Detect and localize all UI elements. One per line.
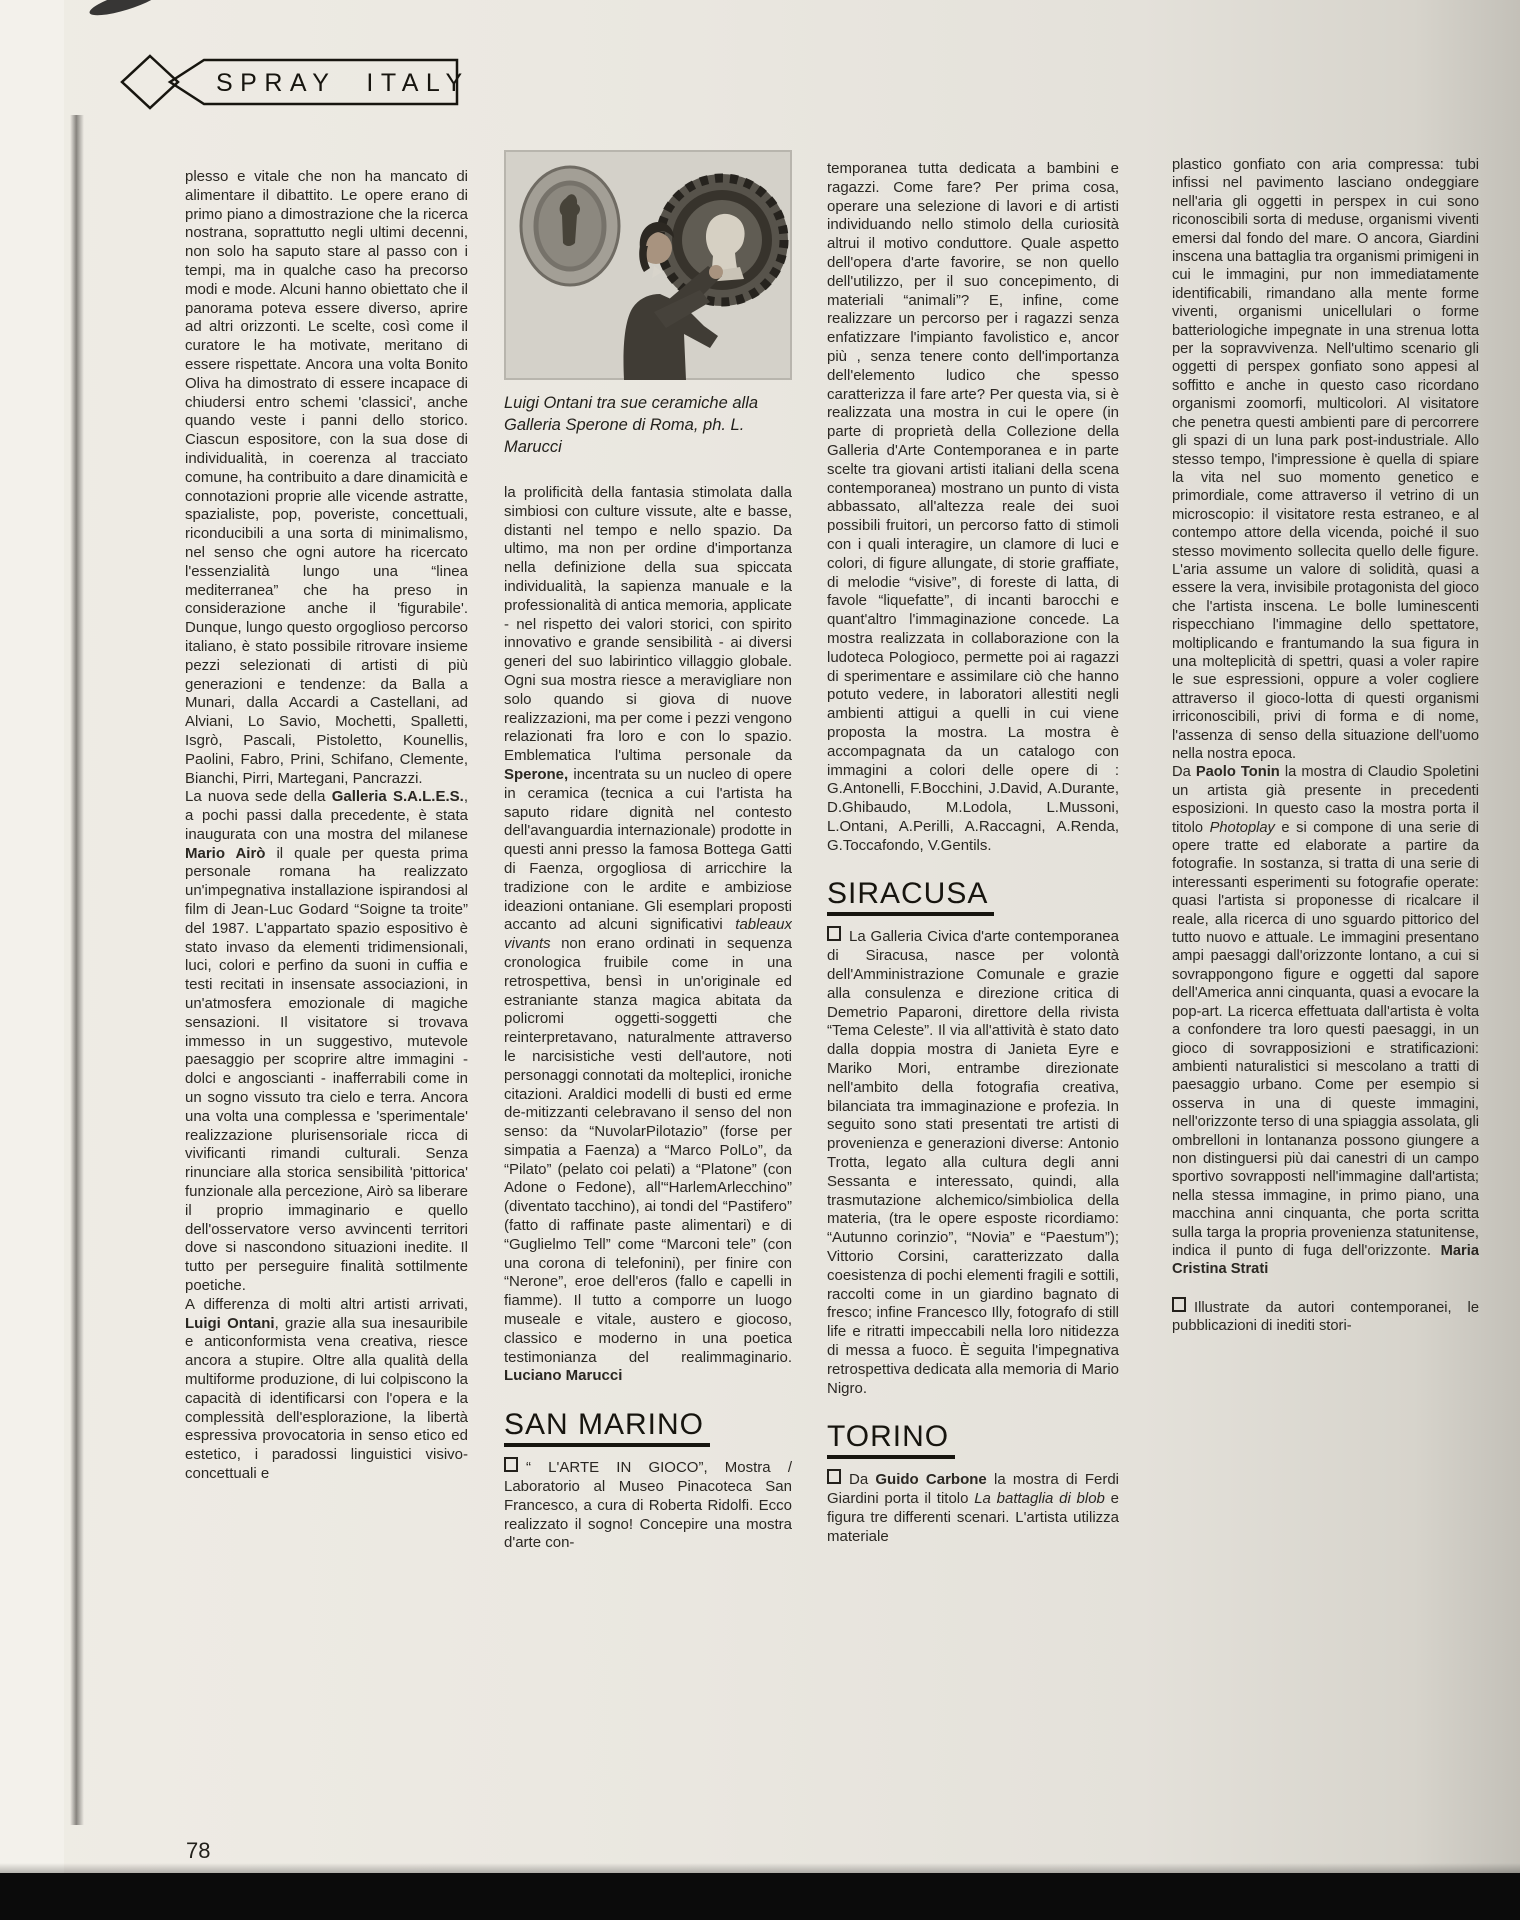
text-segment: la mostra di Ferdi Giardini porta il titolo	[827, 1471, 1119, 1508]
artist-name: Luigi Ontani	[185, 1314, 275, 1332]
page-number: 78	[186, 1838, 211, 1863]
paragraph: plesso e vitale che non ha mancato di alimentare il dibattito. Le opere erano di primo piano a dimostrazione che la ricerca nostrana, soprattutto negli ultimi decenni, non solo ha saputo stare al passo con i tempi, ma in qualche caso ha precorso modi e mode. Alcuni hanno obiettato che il panorama poteva essere diverso, aprire ad altri orizzonti. Le scelte, così come il curatore le ha motivate, meritano di essere rispettate. Ancora una volta Bonito Oliva ha dimostrato di essere incapace di chiudersi entro schemi 'classici', anche quando veste i panni dello storico. Ciascun espositore, con la sua dose di individualità, in coerenza al tracciato comune, ha contribuito a dare dinamicità e connotazioni proprie alle vicende astratte, spazialiste, pop, poveriste, concettuali, riconducibili a una sorta di minimalismo, nel senso che ogni autore ha ricercato l'essenzialità lungo una “linea mediterranea” che ha preso in considerazione anche il 'figurabile'. Dunque, lungo questo orgoglioso percorso italiano, è stato possibile ritrovare insieme pezzi selezionati di artisti di più generazioni e tendenze: da Balla a Munari, dalla Accardi a Castellani, ad Alviani, Lo Savio, Mochetti, Spalletti, Isgrò, Pascali, Pistoletto, Kounellis, Paolini, Fabro, Prini, Schifano, Clemente, Bianchi, Pirri, Martegani, Pancrazzi.	[185, 168, 468, 787]
list-square-icon	[1172, 1297, 1186, 1312]
section-header-siracusa: SIRACUSA	[827, 879, 994, 916]
gallery-name: Sperone,	[504, 765, 569, 783]
text-segment: la prolificità della fantasia stimolata dalla simbiosi con culture vissute, alte e basse, distanti nel tempo e nello spazio. Da ultimo, ma non per ordine d'importanza nella definizione della sua spiccata individualità, la sapienza manuale e la professionalità di antica memoria, applicate - nel rispetto dei valori storici, con spirito innovativo e grande sensibilità - ai diversi generi del suo labirintico villaggio globale. Ogni sua mostra riesce a meravigliare non solo quando si giova di nuove realizzazioni, ma per come i pezzi vengono relazionati fra loro e con lo spazio. Emblematica l'ultima personale da	[504, 484, 792, 765]
work-title: Photoplay	[1209, 819, 1275, 836]
paragraph	[504, 484, 792, 1386]
text-segment: A differenza di molti altri artisti arrivati,	[185, 1295, 468, 1313]
paragraph: temporanea tutta dedicata a bambini e ragazzi. Come fare? Per prima cosa, operare una selezione di lavori e di artisti individuando nello stimolo della curiosità altrui il motivo conduttore. Quale aspetto dell'opera d'arte favorire, se non quello dell'utilizzo, per il suo concepimento, di materiali “animali”? E, infine, come realizzare un percorso per i ragazzi senza enfatizzare l'impianto favolistico e, ancor più , senza tenere conto dell'importanza dell'elemento ludico che spesso caratterizza il fare arte? Per questa via, si è realizzata una mostra in cui le opere (in parte di proprietà della Collezione della Galleria d'Arte Contemporanea e in parte scelte tra giovani artisti italiani della scena contemporanea) mostrano un punto di vista abbassato, all'altezza reale dei suoi possibili fruitori, un percorso fatto di stimoli con i quali interagire, un clamore di luci e colori, di figure allungate, di storie graffiate, di melodie “visive”, di foreste di latta, di favole “liquefatte”, di incanti barocchi e quant'altro l'immaginazione concede. La mostra realizzata in collaborazione con la ludoteca Pologioco, permette poi ai ragazzi di sperimentare e assimilare ciò che hanno potuto vedere, in laboratori allestiti negli ambienti attigui a quelli in cui viene proposta la mostra. La mostra è accompagnata da un catalogo con immagini a colori delle opere di : G.Antonelli, F.Bocchini, J.David, A.Durante, D.Ghibaudo, M.Lodola, L.Mussoni, L.Ontani, A.Perilli, A.Raccagni, A.Renda, G.Toccafondo, V.Gentils.	[827, 160, 1119, 854]
author-byline: Luciano Marucci	[504, 1367, 623, 1385]
list-square-icon	[827, 1469, 841, 1484]
paragraph	[827, 1469, 1119, 1546]
text-segment: Da	[1172, 764, 1196, 781]
article-column-4	[1172, 156, 1479, 1868]
photo-wall-plaque	[521, 167, 619, 285]
section-header-torino: TORINO	[827, 1422, 955, 1459]
paragraph	[1172, 763, 1479, 1278]
paragraph	[827, 926, 1119, 1398]
paragraph: plastico gonfiato con aria compressa: tubi infissi nel pavimento lasciano ondeggiare nell'aria gli oggetti in perspex in cui sono riconoscibili sorta di meduse, organismi viventi emersi dal fondo del mare. O ancora, Giardini inscena una battaglia tra organismi primigeni in cui le immagini, pur non immediatamente identificabili, rimandano alla mente forme viventi, organismi unicellulari o forme batteriologiche impegnate in una strenua lotta per la sopravvivenza. Nell'ultimo scenario gli oggetti di perspex gonfiato sono appesi al soffitto e anche in questo caso ricordano organismi zoomorfi, multicolori. Al visitatore che penetra questi ambienti pare di percorrere gli spazi di un luna park post-industriale. Allo stesso tempo, l'impressione è quella di spiare la vita nel suo momento genetico e primordiale, come attraverso il vetrino di un microscopio: il visitatore resta estraneo, e al contempo attore della vicenda, poiché il suo stesso movimento sollecita quello delle figure. L'aria assume un valore di solidità, quasi a essere la vera, invisibile protagonista del gioco che l'artista inscena. Le bolle luminescenti rispecchiano l'immagine dello spettatore, moltiplicando e frantumando la sua figura in una molteplicità di spettri, quasi a voler rapire le sue espressioni, oppure a voler cogliere attraverso il gioco-lotta di questi organismi irriconoscibili, privi di forma e di nome, l'assenza di senso della situazione dell'uomo nella nostra epoca.	[1172, 157, 1479, 762]
text-segment: non erano ordinati in sequenza cronologica fruibile come in una retrospettiva, bensì in un'originale ed estraniante stanza magica abitata da policromi oggetti-soggetti che reinterpretavano, naturalmente attraverso le narcisistiche vesti dell'autore, noti personaggi connotati da molteplici, ironiche citazioni. Araldici modelli di busti ed erme de-mitizzanti celebravano il senso del non senso: da “NuvolarPilotazio” (forse per simpatia a Faenza) a “Marco PolLo”, da “Pilato” (pelato coi pelati) a “Platone” (con Adone o Fedone), all'“HarlemArlecchino” (diventato tacchino), ai tondi del “Pastifero” (fatto di raffinate paste alimentari) e di “Guglielmo Tell” come “Marconi tele” (con una corona di telefonini), per finire con “Nerone”, eroe dell'eros (fallo e capelli in fiamme). Il tutto a comporre un luogo museale e vitale, austero e giocoso, classico e moderno in una poetica testimonianza del realimmaginario.	[504, 935, 792, 1366]
paragraph	[1172, 1297, 1479, 1336]
article-column-1	[185, 168, 468, 1828]
page-crease-shadow	[70, 115, 84, 1825]
work-title: tableaux vivants	[504, 916, 792, 953]
page-left-margin	[0, 0, 64, 1920]
photo-illustration	[504, 150, 792, 380]
photo-ceramic-tondo	[656, 174, 788, 306]
article-column-2	[504, 150, 792, 1862]
list-square-icon	[504, 1457, 518, 1472]
work-title: La battaglia di blob	[974, 1490, 1105, 1508]
text-segment: Illustrate da autori contemporanei, le pubblicazioni di inediti stori-	[1172, 1299, 1479, 1335]
author-byline: Maria Cristina Strati	[1172, 1242, 1479, 1278]
text-segment: Da	[849, 1471, 876, 1489]
text-segment: , grazie alla sua inesauribile e anticonformista vena creativa, riesce ancora a stupire. Oltre alla qualità della multiforme produzione, di lui colpiscono la capacità di identificarsi con l'opera e la complessità dell'esplorazione, la libertà espressiva provocatoria in senso etico ed estetico, i paradossi linguistici visivo-concettuali e	[185, 1314, 468, 1482]
text-segment: e si compone di una serie di opere tratte ed elaborate a partire da fotografie. In sostanza, si tratta di una serie di interessanti esperimenti su fotografie operate: quasi l'artista si proponesse di ricalcare il reale, alla ricerca di uno sguardo pittorico del tutto nuovo e attuale. Le immagini presentano ampi paesaggi dall'orizzonte lontano, a cui si sovrappongono figure e oggetti dal sapore dell'America anni cinquanta, quasi a evocare la pop-art. La ricerca effettuata dall'artista è volta a confondere tra loro questi paesaggi, in un gioco di sovrapposizioni e stratificazioni: ambienti naturalistici si mescolano a tratti di paesaggio urbano. Come per esempio si osserva in una di queste immagini, nell'orizzonte terso di una spiaggia assolata, gli ombrelloni in lontananza possono giungere a non distinguersi più dai canestri di un campo sportivo sovrapposti nell'immagine dall'artista; nella stessa immagine, in primo piano, una macchina anni cinquanta, che porta scritta sulla targa la propria provenienza statunitense, indica il punto di fuga dell'orizzonte.	[1172, 819, 1479, 1259]
masthead	[112, 50, 464, 114]
gallery-name: Guido Carbone	[875, 1471, 987, 1489]
text-segment: e figura tre differenti scenari. L'artista utilizza materiale	[827, 1490, 1119, 1545]
section-header-san-marino: SAN MARINO	[504, 1410, 710, 1447]
text-segment: incentrata su un nucleo di opere in ceramica (tecnica a cui l'artista ha saputo ridare dignità nel contesto dell'avanguardia internazionale) prodotte in questi anni presso la famosa Bottega Gatti di Faenza, orgogliosa di arricchire la tradizione con le ardite e ambiziose ideazioni ontaniane. Gli esemplari proposti accanto ad alcuni significativi	[504, 765, 792, 934]
paragraph	[504, 1457, 792, 1553]
gallery-name: Galleria S.A.L.E.S.	[331, 788, 464, 806]
scan-smudge	[87, 0, 162, 20]
masthead-title: SPRAY ITALY	[216, 69, 464, 97]
article-photo	[504, 150, 792, 380]
text-segment: La nuova sede della	[185, 788, 332, 806]
text-segment: , a pochi passi dalla precedente, è stata inaugurata con una mostra del milanese	[185, 788, 468, 843]
list-square-icon	[827, 926, 841, 941]
article-column-3	[827, 160, 1119, 1862]
masthead-logo	[112, 50, 464, 114]
artist-name: Mario Airò	[185, 844, 266, 862]
text-segment: la mostra di Claudio Spoletini un artista già presente in precedenti esposizioni. In questo caso la mostra porta il titolo	[1172, 764, 1479, 836]
gallery-name: Paolo Tonin	[1195, 764, 1280, 781]
paragraph	[185, 1296, 468, 1484]
scan-bottom-edge	[0, 1873, 1520, 1920]
photo-caption: Luigi Ontani tra sue ceramiche alla Galleria Sperone di Roma, ph. L. Marucci	[504, 394, 759, 456]
paragraph	[185, 788, 468, 1296]
text-segment: “ L'ARTE IN GIOCO”, Mostra / Laboratorio al Museo Pinacoteca San Francesco, a cura di Roberta Ridolfi. Ecco realizzato il sogno! Concepire una mostra d'arte con-	[504, 1459, 792, 1552]
text-segment: il quale per questa prima personale romana ha realizzato un'impegnativa installazione ispirandosi al film di Jean-Luc Godard “Soigne ta troite” del 1987. L'appartato spazio espositivo è stato invaso da elementi tridimensionali, luci, colori e perfino da suoni in cuffia e testi recitati in insensate associazioni, in un'atmosfera emozionale di magiche sensazioni. Il visitatore si trovava immesso in un suggestivo, mutevole paesaggio per scoprire altre immagini - dolci e angoscianti - inafferrabili come in un sogno vissuto tra cielo e terra. Ancora una volta una complessa e 'sperimentale' realizzazione plurisensoriale ricca di vivificanti rimandi culturali. Senza rinunciare alla storica sensibilità 'pittorica' funzionale alla percezione, Airò sa liberare il proprio immaginario e quello dell'osservatore verso avvincenti territori dove si nascondono situazioni inedite. Il tutto per perseguire finalità sottilmente poetiche.	[185, 844, 468, 1295]
text-segment: La Galleria Civica d'arte contemporanea di Siracusa, nasce per volontà dell'Amministrazione Comunale e grazie alla consulenza e direzione critica di Demetrio Paparoni, direttore della rivista “Tema Celeste”. Il via all'attività è stato dato dalla doppia mostra di Janieta Eyre e Mariko Mori, entrambe direzionate nell'ambito della fotografia creativa, bilanciata tra immaginazione e profezia. In seguito sono stati presentati tre artisti di provenienza e generazioni diverse: Antonio Trotta, legato alla cultura degli anni Sessanta e interessato, quindi, alla trasmutazione alchemico/simbiolica della materia, (tra le opere esposte ricordiamo: “Autunno corinzio”, “Novia” e “Paestum”); Vittorio Corsini, caratterizzato dalla coesistenza di pochi elementi fragili e sottili, raccolti come in un giardino bagnato di fresco; infine Francesco Illy, fotografo di still life e ritratti impeccabili nella loro nitidezza di messa a fuoco. È seguita l'impegnativa retrospettiva dedicata alla memoria di Mario Nigro.	[827, 928, 1119, 1397]
page-bottom-shadow	[0, 1863, 1520, 1873]
